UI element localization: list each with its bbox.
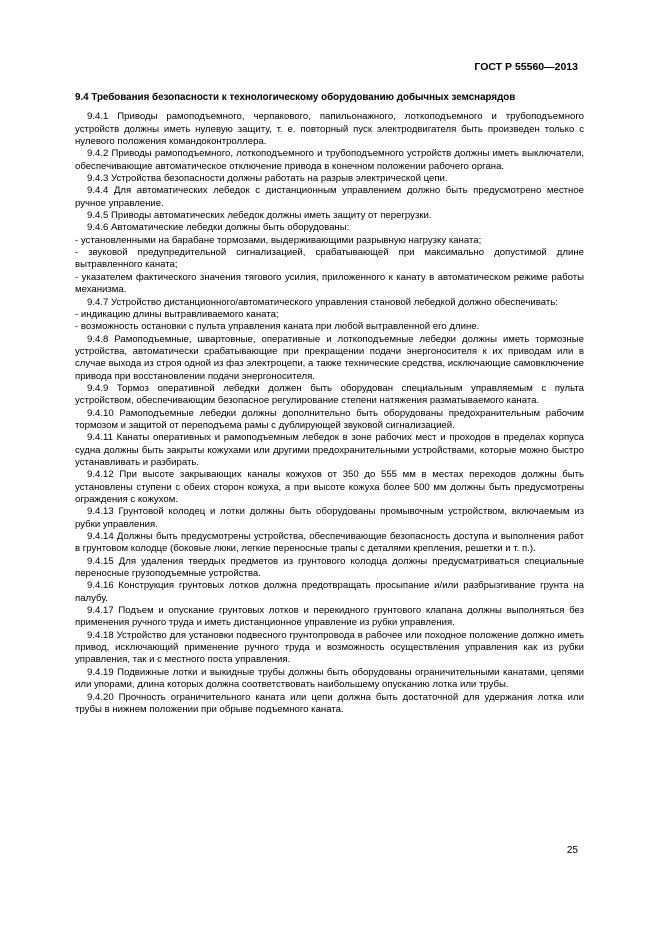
document-standard-header: ГОСТ Р 55560—2013 — [474, 61, 578, 73]
paragraph: 9.4.15 Для удаления твердых предметов из грунтового колодца должны предусматриваться специальные переносные грузоподъемные устройства. — [75, 555, 584, 580]
list-item: - указателем фактического значения тягового усилия, приложенного к канату в автоматическом режиме работы механизма. — [75, 271, 584, 296]
paragraph: 9.4.17 Подъем и опускание грунтовых лотков и перекидного грунтового клапана должны выполняться без применения ручного труда и иметь дистанционное управление из рубки управления. — [75, 605, 584, 629]
paragraph: 9.4.4 Для автоматических лебедок с дистанционным управлением должно быть предусмотрено местное ручное управление. — [75, 185, 584, 209]
paragraph: 9.4.12 При высоте закрывающих каналы кожухов от 350 до 555 мм в местах переходов должны быть установлены ступени с обеих сторон кожуха, а при высоте кожуха более 500 мм должны быть предусмотрены ограждения с кожухом. — [75, 469, 584, 505]
section-title: 9.4 Требования безопасности к технологическому оборудованию добычных земснарядов — [75, 92, 516, 103]
paragraph: 9.4.18 Устройство для установки подвесного грунтопровода в рабочее или походное положение должно иметь привод, исключающий применение ручного труда и возможность осуществления управления как из рубки управления, так и с местного поста управления. — [75, 629, 584, 666]
paragraph: 9.4.20 Прочность ограничительного каната или цепи должна быть достаточной для удержания лотка или трубы в нижнем положении при обрыве подъемного каната. — [75, 691, 584, 715]
paragraph: 9.4.13 Грунтовой колодец и лотки должны быть оборудованы промывочным устройством, включаемым из рубки управления. — [75, 506, 584, 530]
paragraph: 9.4.10 Рамоподъемные лебедки должны дополнительно быть оборудованы предохранительным рабочим тормозом и защитой от переподъема рамы с дублирующей звуковой сигнализацией. — [75, 407, 584, 431]
paragraph: 9.4.1 Приводы рамоподъемного, черпакового, папильонажного, лоткоподъемного и трубоподъемного устройств должны иметь нулевую защиту, т. е. повторный пуск электродвигателя быть произведен только с нулевого положения командоконтроллера. — [75, 111, 584, 148]
paragraph: 9.4.19 Подвижные лотки и выкидные трубы должны быть оборудованы ограничительными канатами, цепями или упорами, длина которых должна соответствовать наибольшему опусканию лотка или трубы. — [75, 666, 584, 691]
paragraph: 9.4.6 Автоматические лебедки должны быть оборудованы: — [87, 222, 350, 234]
paragraph: 9.4.7 Устройство дистанционного/автоматического управления становой лебедкой должно обеспечивать: — [87, 296, 558, 308]
section-content — [75, 92, 584, 716]
list-item: - возможность остановки с пульта управления каната при любой вытравленной его длине. — [75, 321, 480, 333]
list-item: - индикацию длины вытравливаемого каната; — [75, 308, 279, 320]
list-item: - звуковой предупредительной сигнализацией, срабатывающей при максимально допустимой длине вытравленного каната; — [75, 247, 584, 271]
paragraph-list — [75, 111, 584, 716]
paragraph: 9.4.9 Тормоз оперативной лебедки должен быть оборудован специальным управляемым с пульта устройством, обеспечивающим безопасное регулирование степени натяжения разматываемого каната. — [75, 382, 584, 407]
page-number: 25 — [566, 845, 578, 856]
paragraph: 9.4.3 Устройства безопасности должны работать на разрыв электрической цепи. — [87, 173, 448, 185]
paragraph: 9.4.11 Канаты оперативных и рамоподъемным лебедок в зоне рабочих мест и проходов в пределах корпуса судна должны быть закрыты кожухами или другими предохранительными устройствами, которые можно быстро устанавливать и разбирать. — [75, 432, 584, 468]
paragraph: 9.4.2 Приводы рамоподъемного, лоткоподъемного и трубоподъемного устройств должны иметь выключатели, обеспечивающие автоматическое отключение привода в конечном положении рабочего органа. — [75, 148, 584, 172]
paragraph: 9.4.14 Должны быть предусмотрены устройства, обеспечивающие безопасность доступа и выполнения работ в грунтовом колодце (боковые люки, легкие переносные трапы с деталями крепления, решетки и т. п.). — [75, 531, 584, 555]
paragraph: 9.4.8 Рамоподъемные, швартовные, оперативные и лоткоподъемные лебедки должны иметь тормозные устройства, автоматически срабатывающие при прекращении подачи энергоносителя к их приводам или в случае выхода из строя одной из фаз электроцепи, а также технические средства, исключающие самовключение привода при восстановлении подачи энергоносителя. — [75, 333, 584, 382]
list-item: - установленными на барабане тормозами, выдерживающими разрывную нагрузку каната; — [75, 234, 482, 246]
paragraph: 9.4.5 Приводы автоматических лебедок должны иметь защиту от перегрузки. — [87, 210, 432, 222]
paragraph: 9.4.16 Конструкция грунтовых лотков должна предотвращать просыпание и/или разбрызгивание грунта на палубу. — [75, 580, 584, 604]
